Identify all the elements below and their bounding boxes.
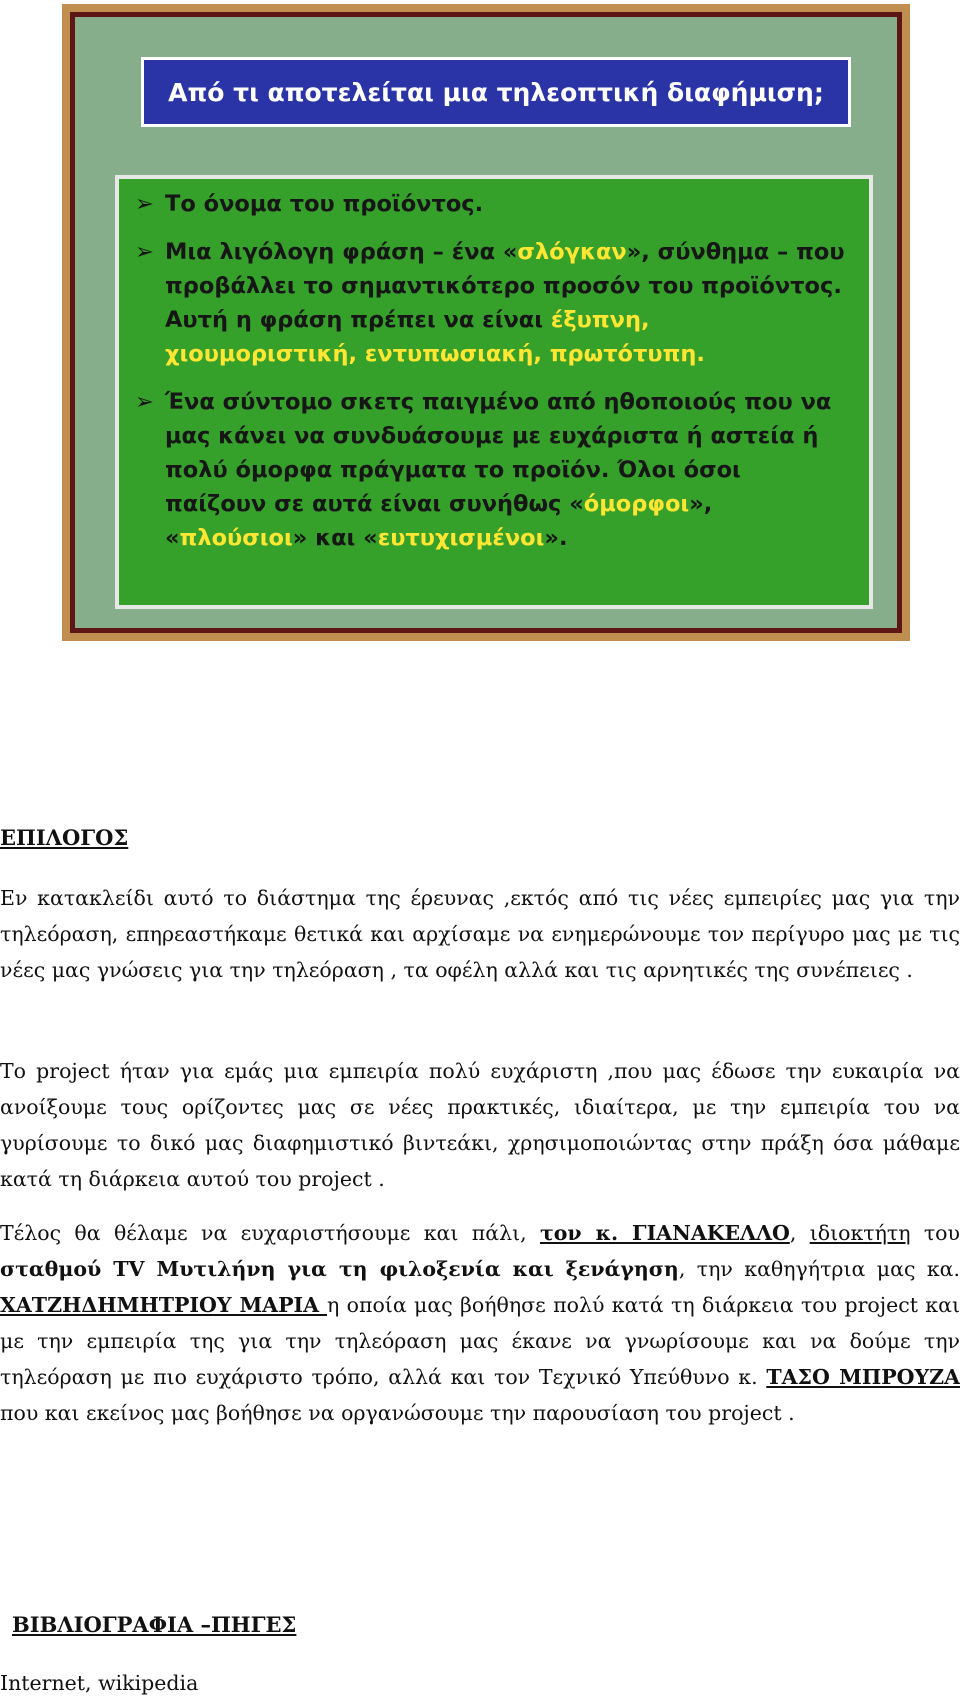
thanks-station: σταθμού TV Μυτιλήνη για τη φιλοξενία και ξενάγηση [0, 1257, 679, 1281]
slide-bullet-1 [135, 187, 849, 221]
slide-frame-inner [75, 17, 897, 628]
slide-bullet-2-text: », σύνθημα – που προβάλλει το σημαντικότερο προσόν του προϊόντος. Αυτή η φράση πρέπει να είναι [165, 239, 845, 333]
epilogue-heading: ΕΠΙΛΟΓΟΣ [0, 825, 129, 850]
thanks-name-teacher: ΧΑΤΖΗΔΗΜΗΤΡΙΟΥ ΜΑΡΙΑ [0, 1293, 327, 1317]
bibliography-text: Internet, wikipedia [0, 1671, 199, 1695]
thanks-name-owner: τον κ. ΓΙΑΝΑΚΕΛΛΟ [539, 1221, 790, 1245]
epilogue-paragraph-3-text [0, 1215, 960, 1431]
slide-bullet-3-text: Ένα σύντομο σκετς παιγμένο από ηθοποιούς που να μας κάνει να συνδυάσουμε με ευχάριστα ή αστεία ή πολύ όμορφα πράγματα το προϊόν. Όλοι όσοι παίζουν σε αυτά είναι συνήθως « [165, 389, 832, 517]
slide-bullet-3-highlight: ευτυχισμένοι [377, 525, 545, 551]
thanks-text: , [789, 1221, 810, 1245]
arrow-bullet-icon: ➢ [135, 389, 154, 415]
slide-bullet-3-text: », « [165, 491, 713, 551]
slide-bullet-2-highlight: έξυπνη, χιουμοριστική, εντυπωσιακή, πρωτότυπη. [165, 307, 705, 367]
bibliography-heading: ΒΙΒΛΙΟΓΡΑΦΙΑ –ΠΗΓΕΣ [12, 1612, 297, 1637]
epilogue-paragraph-2 [0, 1053, 960, 1197]
slide-bullet-2-text: Μια λιγόλογη φράση – ένα « [165, 239, 518, 265]
thanks-text: Τέλος θα θέλαμε να ευχαριστήσουμε και πάλι, [0, 1221, 540, 1245]
thanks-text: , την καθηγήτρια μας κα. [678, 1257, 960, 1281]
arrow-bullet-icon: ➢ [135, 239, 154, 265]
slide-bullet-3-highlight: πλούσιοι [179, 525, 293, 551]
epilogue-paragraph-3 [0, 1215, 960, 1431]
slide-bullet-2-highlight: σλόγκαν [517, 239, 627, 265]
slide-bullet-3-highlight: όμορφοι [583, 491, 690, 517]
slide-bullet-3-text: ». [544, 525, 568, 551]
arrow-bullet-icon: ➢ [135, 191, 154, 217]
slide-bullet-2 [135, 235, 849, 371]
thanks-owner-role: ιδιοκτήτη [809, 1221, 911, 1245]
thanks-text: η οποία μας βοήθησε πολύ κατά τη διάρκεια του project και με την εμπειρία της για την τηλεόραση μας έκανε να γνωρίσουμε και να δούμε την τηλεόραση με πιο ευχάριστο τρόπο, αλλά και τον Τεχνικό Υπεύθυνο κ. [0, 1293, 960, 1389]
slide-title: Από τι αποτελείται μια τηλεοπτική διαφήμιση; [141, 57, 851, 127]
epilogue-paragraph-1-text: Εν κατακλείδι αυτό το διάστημα της έρευνας ,εκτός από τις νέες εμπειρίες μας για την τηλεόραση, επηρεαστήκαμε θετικά και αρχίσαμε να ενημερώνουμε τον περίγυρο μας με τις νέες μας γνώσεις για την τηλεόραση , τα οφέλη αλλά και τις αρνητικές της συνέπειες . [0, 886, 960, 982]
thanks-text: που και εκείνος μας βοήθησε να οργανώσουμε την παρουσίαση του project . [0, 1401, 795, 1425]
epilogue-paragraph-2-text: Το project ήταν για εμάς μια εμπειρία πολύ ευχάριστη ,που μας έδωσε την ευκαιρία να ανοίξουμε τους ορίζοντες μας σε νέες πρακτικές, ιδιαίτερα, με την εμπειρία του να γυρίσουμε το δικό μας διαφημιστικό βιντεάκι, χρησιμοποιώντας στην πράξη όσα μάθαμε κατά τη διάρκεια αυτού του project . [0, 1059, 960, 1191]
thanks-name-technician: ΤΑΣΟ ΜΠΡΟΥΖΑ [766, 1365, 960, 1389]
slide-image [62, 4, 910, 641]
slide-bullet-3-text: » και « [292, 525, 378, 551]
epilogue-paragraph-1 [0, 880, 960, 988]
slide-bullet-1-text: Το όνομα του προϊόντος. [165, 191, 484, 217]
slide-bullet-3 [135, 385, 849, 555]
slide-bullet-panel [115, 175, 873, 609]
thanks-text: του [910, 1221, 960, 1245]
